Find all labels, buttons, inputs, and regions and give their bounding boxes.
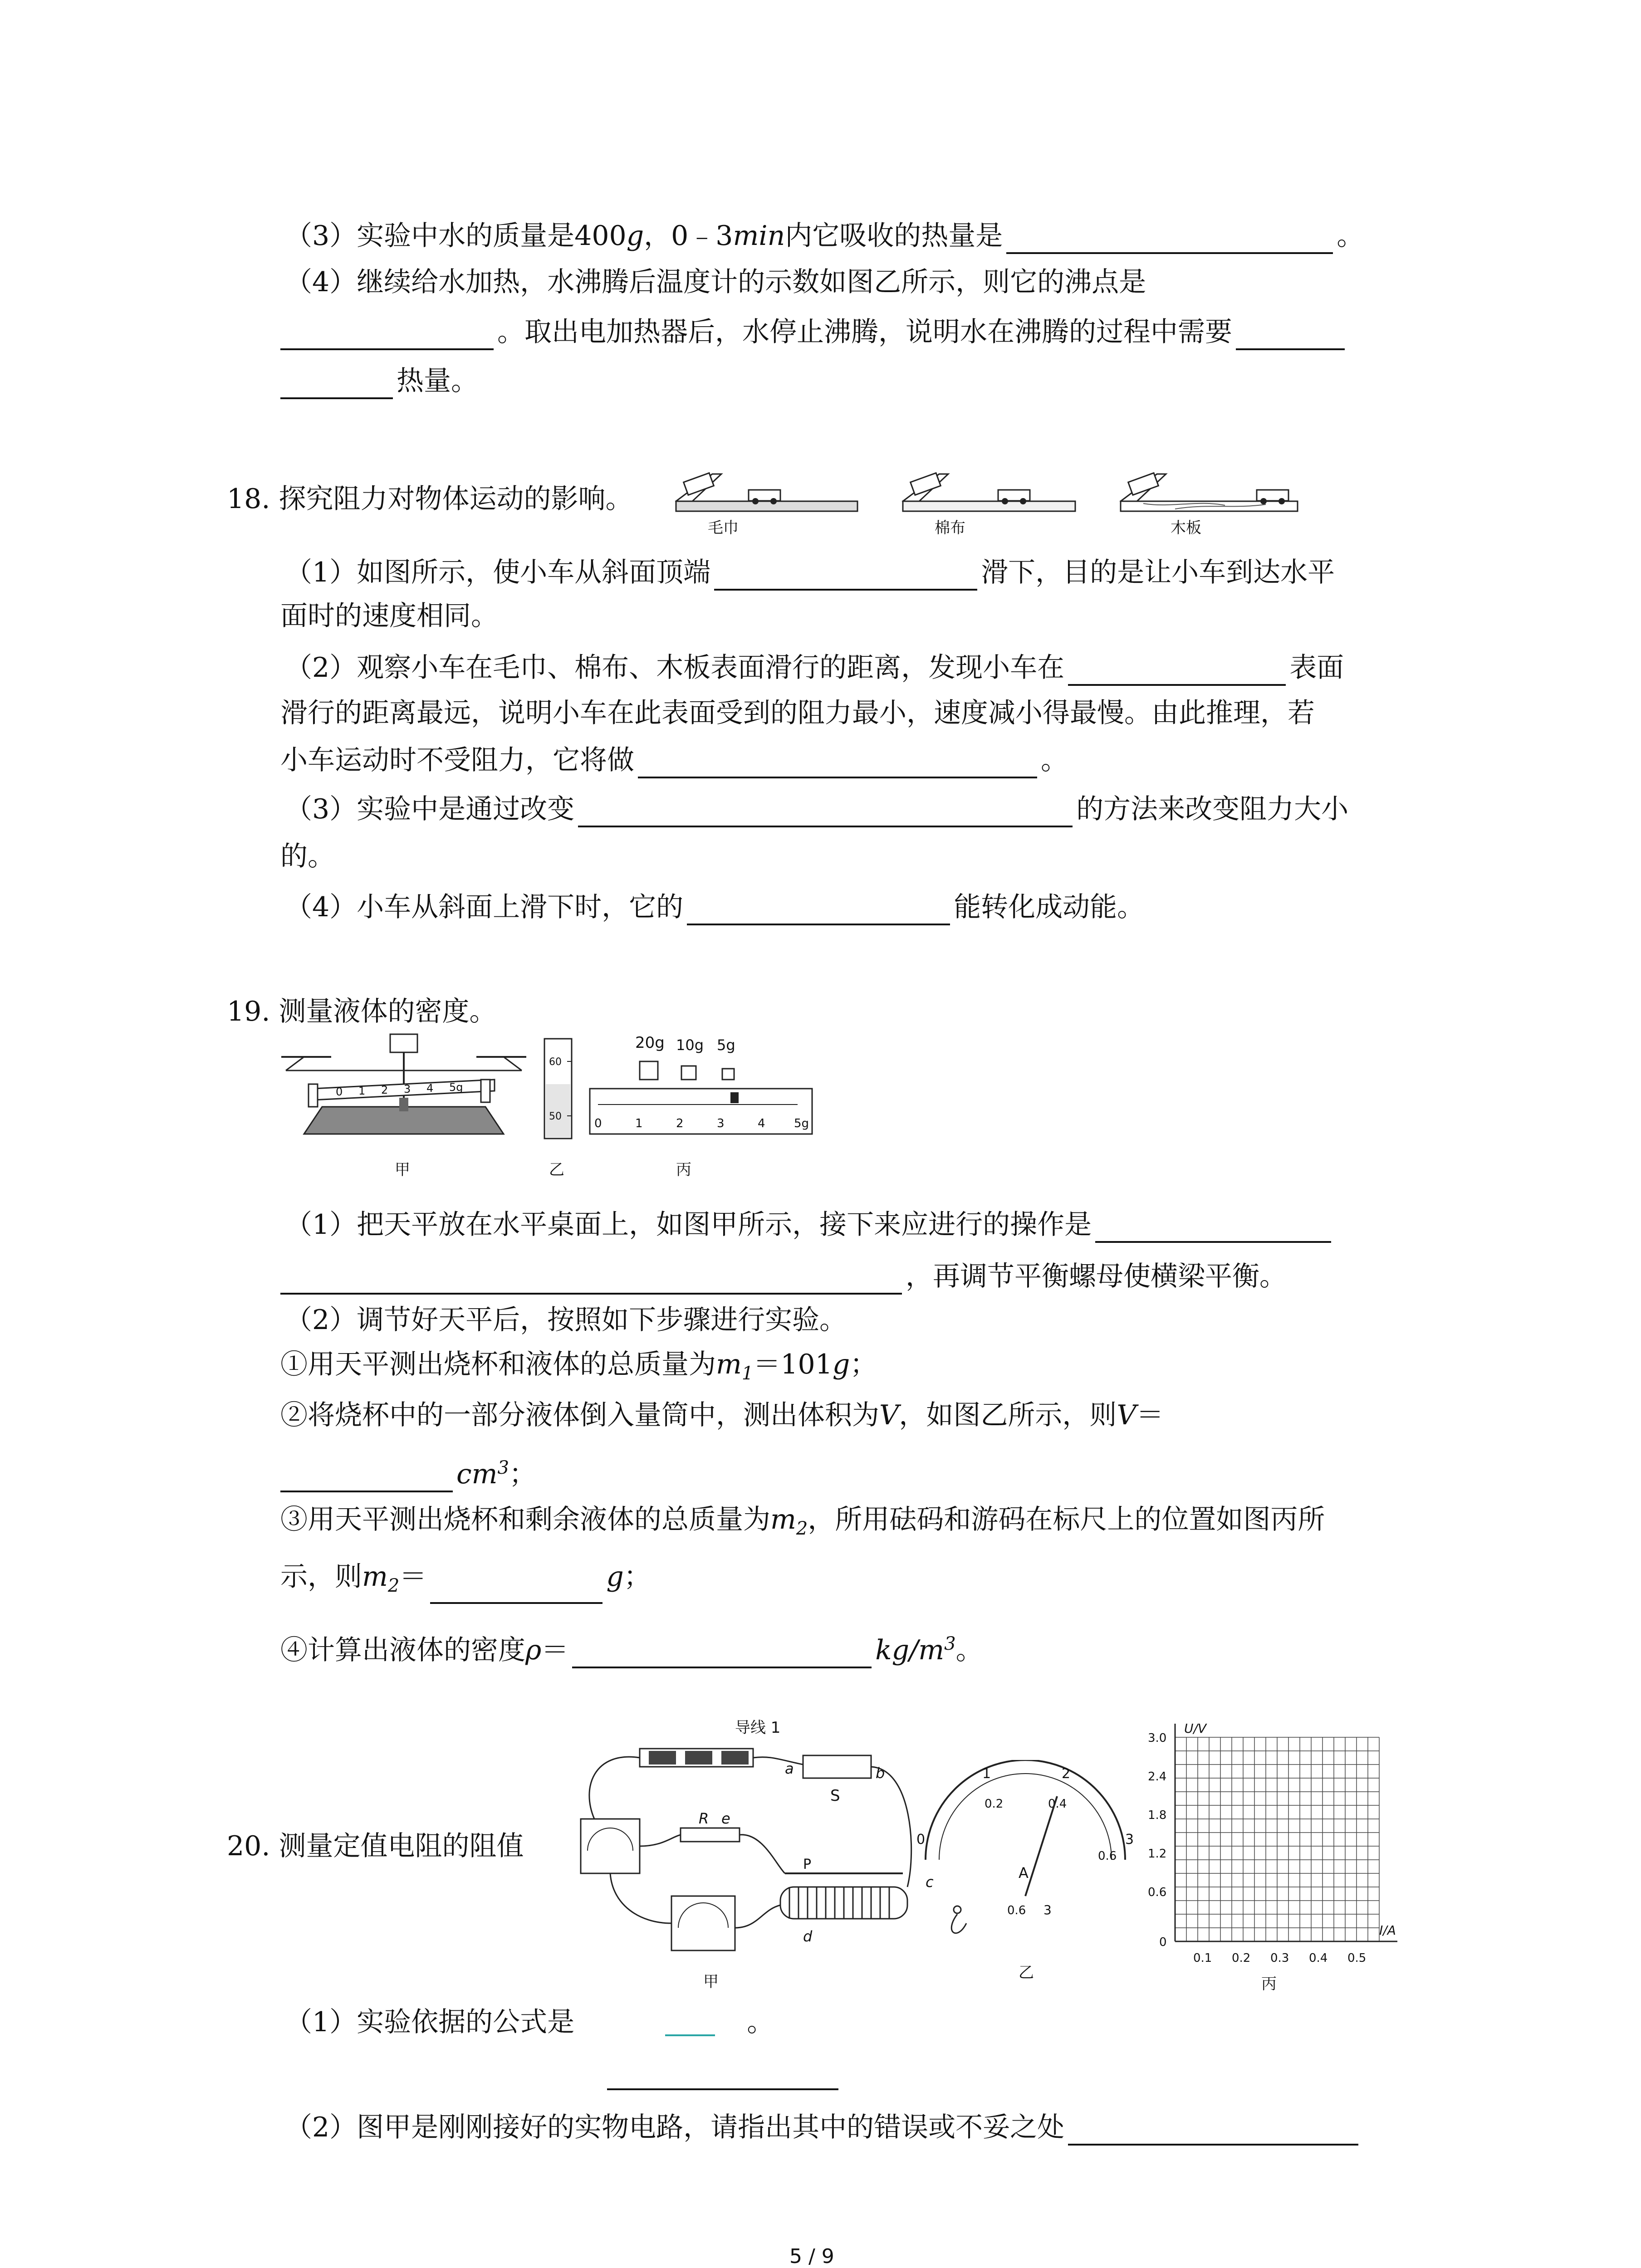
answer-blank[interactable]: [714, 560, 977, 591]
q19-step3-line1: ③用天平测出烧杯和剩余液体的总质量为$m_2$，所用砝码和游码在标尺上的位置如图丙所: [280, 1504, 1325, 1539]
q19-part1-line2: ，再调节平衡螺母使横梁平衡。: [280, 1258, 1287, 1295]
answer-blank[interactable]: [638, 748, 1037, 778]
q19-step3-line2: 示，则$m_2= g$；: [280, 1559, 651, 1604]
answer-blank[interactable]: [280, 1264, 902, 1295]
fig-jia-label: 甲: [703, 1973, 719, 1991]
q20-part2: （2）图甲是刚刚接好的实物电路，请指出其中的错误或不妥之处: [285, 2109, 1362, 2146]
svg-text:2: 2: [1062, 1766, 1071, 1782]
balance-figure: [281, 1034, 526, 1179]
answer-blank[interactable]: [572, 1637, 872, 1668]
svg-text:R: R: [699, 1810, 709, 1827]
svg-text:3: 3: [404, 1083, 411, 1095]
svg-text:b: b: [876, 1765, 885, 1782]
answer-blank[interactable]: [1236, 319, 1345, 350]
q18-part1-line2: 面时的速度相同。: [280, 600, 498, 632]
svg-text:1.2: 1.2: [1148, 1847, 1167, 1861]
svg-text:0: 0: [594, 1117, 602, 1130]
wood-slope: [1121, 473, 1298, 537]
svg-text:5g: 5g: [794, 1117, 809, 1130]
q18-part2-line2: 滑行的距离最远，说明小车在此表面受到的阻力最小，速度减小得最慢。由此推理，若: [280, 697, 1315, 729]
svg-text:20g: 20g: [635, 1034, 665, 1052]
towel-slope: [676, 473, 857, 537]
svg-text:1: 1: [982, 1766, 991, 1782]
svg-text:0.2: 0.2: [1232, 1951, 1251, 1965]
answer-blank[interactable]: [1006, 223, 1333, 254]
svg-text:0.6: 0.6: [1007, 1904, 1026, 1917]
q20-part1-line1: （1）实验依据的公式是 。: [285, 2006, 774, 2038]
answer-blank[interactable]: [430, 1573, 603, 1604]
fig-bing-label: 丙: [1261, 1975, 1277, 1993]
q17-part4-line2: 。取出电加热器后，水停止沸腾，说明水在沸腾的过程中需要: [280, 314, 1348, 350]
svg-text:0.6: 0.6: [1148, 1886, 1167, 1899]
svg-text:2.4: 2.4: [1148, 1770, 1167, 1784]
svg-text:0.4: 0.4: [1309, 1951, 1328, 1965]
svg-text:0: 0: [336, 1085, 343, 1098]
svg-text:3: 3: [1125, 1832, 1134, 1848]
svg-text:3: 3: [1043, 1902, 1052, 1917]
cotton-slope: [903, 473, 1075, 537]
svg-text:0.4: 0.4: [1048, 1797, 1067, 1811]
svg-text:U/V: U/V: [1184, 1721, 1207, 1736]
fig-yi-label: 乙: [549, 1161, 564, 1179]
q18-part2-line1: （2）观察小车在毛巾、棉布、木板表面滑行的距离，发现小车在 表面: [285, 650, 1344, 686]
svg-text:A: A: [1019, 1864, 1029, 1882]
q19-step2-line1: ②将烧杯中的一部分液体倒入量筒中，测出体积为V，如图乙所示，则V＝: [280, 1399, 1164, 1431]
q17-part3: （3）实验中水的质量是400g，0﹣3min内它吸收的热量是 。: [285, 218, 1364, 254]
svg-text:4: 4: [426, 1082, 434, 1095]
q18-part3-line2: 的。: [280, 841, 335, 872]
q20-ammeter-figure: [907, 1760, 1143, 1987]
svg-text:c: c: [926, 1873, 934, 1891]
answer-blank[interactable]: [280, 319, 494, 350]
q19-stem: 19. 测量液体的密度。: [227, 996, 497, 1027]
towel-label: 毛巾: [708, 519, 739, 537]
q18-slope-figure: [671, 458, 1307, 549]
answer-blank[interactable]: [280, 368, 393, 399]
svg-text:d: d: [803, 1928, 813, 1945]
svg-text:0.1: 0.1: [1193, 1951, 1212, 1965]
q18-stem: 18. 探究阻力对物体运动的影响。: [227, 483, 633, 515]
svg-text:1: 1: [358, 1085, 366, 1097]
q20-circuit-figure: [567, 1715, 953, 1996]
weights-rider-figure: [590, 1034, 812, 1179]
svg-text:3: 3: [717, 1117, 725, 1130]
q18-part2-line3: 小车运动时不受阻力，它将做 。: [280, 742, 1068, 778]
svg-text:5g: 5g: [717, 1036, 735, 1054]
q18-part4: （4）小车从斜面上滑下时，它的 能转化成动能。: [285, 889, 1144, 925]
q17-part4-line1: （4）继续给水加热，水沸腾后温度计的示数如图乙所示，则它的沸点是: [285, 266, 1146, 298]
q19-part1-line1: （1）把天平放在水平桌面上，如图甲所示，接下来应进行的操作是: [285, 1207, 1335, 1243]
answer-blank[interactable]: [1095, 1212, 1331, 1243]
wood-label: 木板: [1171, 519, 1201, 537]
svg-text:50: 50: [549, 1111, 562, 1122]
q19-figures: [277, 1030, 821, 1193]
svg-text:1: 1: [635, 1117, 643, 1130]
svg-text:0: 0: [916, 1832, 926, 1848]
fig-jia-label: 甲: [395, 1161, 410, 1179]
fig-bing-label: 丙: [676, 1161, 691, 1179]
answer-blank[interactable]: [1068, 655, 1286, 686]
answer-blank[interactable]: [1068, 2115, 1358, 2146]
answer-blank[interactable]: [607, 2059, 838, 2090]
answer-blank[interactable]: [280, 1461, 453, 1492]
q19-step4: ④计算出液体的密度$\rho= kg/m^3$。: [280, 1626, 983, 1668]
graph-xticks: [1193, 1951, 1366, 1965]
svg-text:0.2: 0.2: [985, 1797, 1004, 1811]
svg-text:1.8: 1.8: [1148, 1809, 1167, 1822]
graph-grid: [1175, 1737, 1379, 1941]
svg-text:5g: 5g: [449, 1081, 463, 1094]
q19-step1: ①用天平测出烧杯和液体的总质量为$m_1=101g$；: [280, 1349, 877, 1384]
svg-text:3.0: 3.0: [1148, 1731, 1167, 1745]
q18-part1-line1: （1）如图所示，使小车从斜面顶端 滑下，目的是让小车到达水平: [285, 554, 1335, 591]
page-number: 5 / 9: [789, 2245, 834, 2268]
svg-text:a: a: [785, 1760, 794, 1777]
formula-placeholder: [665, 2012, 715, 2036]
svg-text:10g: 10g: [676, 1036, 704, 1054]
q19-part2: （2）调节好天平后，按照如下步骤进行实验。: [285, 1304, 847, 1336]
svg-text:P: P: [803, 1857, 812, 1872]
q18-part3-line1: （3）实验中是通过改变 的方法来改变阻力大小: [285, 791, 1348, 827]
svg-text:S: S: [830, 1787, 840, 1805]
fig-yi-label: 乙: [1019, 1964, 1034, 1982]
graph-yticks: [1148, 1731, 1167, 1949]
q20-stem: 20. 测量定值电阻的阻值: [227, 1830, 524, 1862]
q17-part4-line3: 热量。: [280, 363, 478, 399]
svg-text:0: 0: [1159, 1936, 1167, 1949]
svg-text:0.3: 0.3: [1270, 1951, 1289, 1965]
svg-text:2: 2: [381, 1084, 388, 1096]
graduated-cylinder-figure: [544, 1039, 572, 1179]
cotton-label: 棉布: [935, 519, 965, 537]
answer-blank[interactable]: [578, 797, 1073, 827]
svg-text:2: 2: [676, 1117, 684, 1130]
svg-text:60: 60: [549, 1056, 562, 1068]
svg-text:I/A: I/A: [1379, 1923, 1396, 1938]
svg-text:导线 1: 导线 1: [735, 1719, 781, 1737]
svg-text:0.6: 0.6: [1098, 1849, 1117, 1863]
q19-step2-line2: $cm^3$；: [280, 1450, 536, 1492]
q20-graph-figure: [1134, 1715, 1425, 1996]
svg-text:0.5: 0.5: [1347, 1951, 1367, 1965]
svg-text:4: 4: [758, 1117, 765, 1130]
svg-text:e: e: [721, 1810, 730, 1827]
answer-blank[interactable]: [687, 894, 950, 925]
